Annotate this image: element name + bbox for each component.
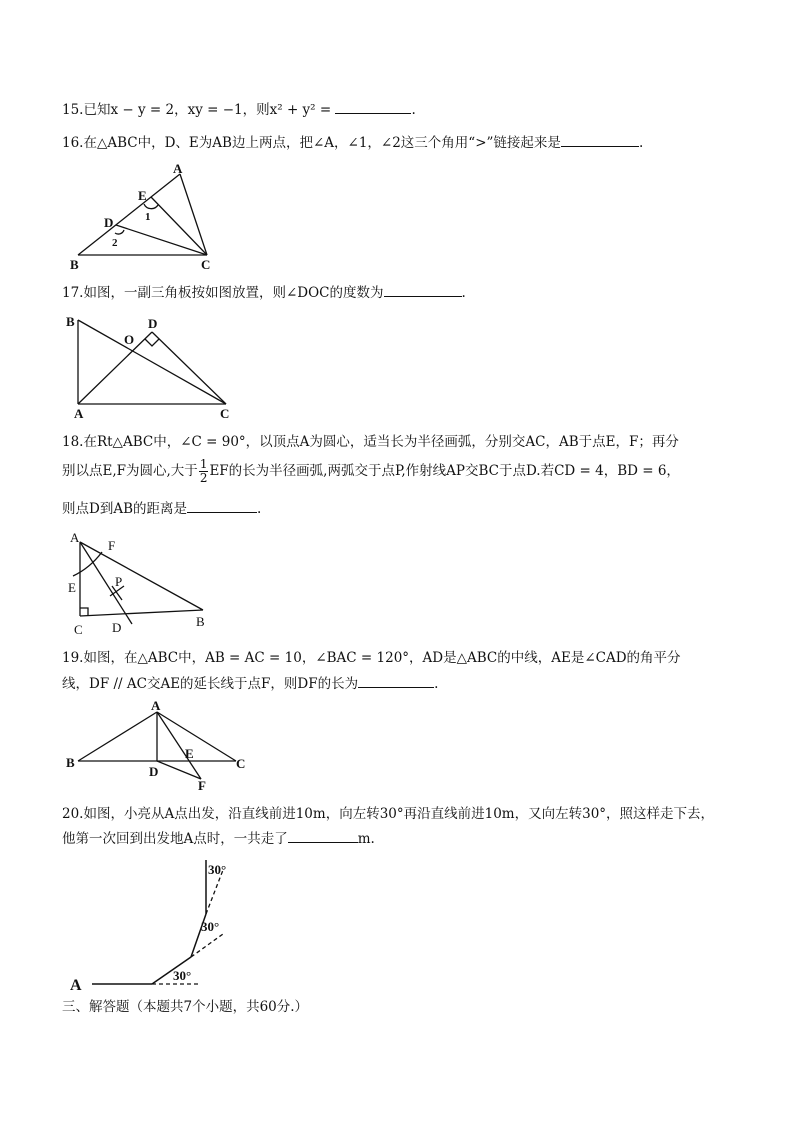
answer-blank [358, 674, 434, 688]
period: . [257, 501, 262, 517]
answer-blank [384, 283, 462, 297]
question-19-line-1 [62, 649, 681, 667]
label-1: 1 [145, 211, 151, 223]
figure-16 [60, 160, 220, 272]
question-18-text: 则点D到AB的距离是 [62, 501, 187, 517]
label-b: B [66, 755, 75, 770]
figure-17 [60, 310, 240, 422]
period: . [461, 285, 466, 301]
question-19-line-2 [62, 674, 438, 693]
right-angle-mark [80, 608, 88, 616]
label-c: C [201, 257, 211, 272]
label-c: C [74, 622, 83, 637]
label-d: D [148, 316, 158, 331]
label-a: A [173, 161, 183, 176]
segment-ab [80, 542, 203, 610]
label-b: B [66, 314, 75, 329]
label-o: O [124, 332, 135, 347]
label-f: F [108, 538, 116, 553]
question-16 [62, 133, 643, 152]
label-a: A [70, 530, 80, 545]
unit-meters: m. [357, 831, 375, 847]
segment-af [157, 712, 201, 779]
question-20-line-2 [62, 829, 375, 848]
question-18-line-3 [62, 499, 261, 518]
label-e: E [185, 746, 194, 761]
label-c: C [220, 406, 230, 421]
segment-ab [78, 712, 157, 761]
label-d: D [149, 764, 159, 779]
section-3-title: 三、解答题（本题共7个小题，共60分.） [62, 999, 309, 1015]
arc-ef [73, 552, 102, 576]
question-20-line-1 [62, 805, 714, 823]
segment-cb [80, 610, 203, 616]
label-c: C [236, 756, 246, 771]
question-18-text: 别以点E,F为圆心,大于 [62, 463, 198, 479]
label-e: E [138, 188, 147, 203]
segment-ac [180, 174, 207, 255]
angle-1-arc [144, 204, 158, 209]
angle-label-3: 30° [208, 862, 227, 877]
angle-label-2: 30° [201, 919, 220, 934]
question-18-text: 18.在Rt△ABC中，∠C = 90°，以顶点A为圆心，适当长为半径画弧，分别交AC，AB于点E，F；再分 [62, 434, 679, 450]
answer-blank [187, 499, 257, 513]
period: . [434, 676, 439, 692]
question-15-text: 15.已知x − y = 2，xy = −1，则x² + y² = [62, 102, 336, 118]
label-p: P [115, 574, 123, 589]
fraction-one-half [199, 458, 209, 485]
label-a: A [70, 977, 82, 994]
label-e: E [68, 580, 76, 595]
question-18-line-1 [62, 433, 679, 451]
label-a: A [151, 698, 161, 713]
label-d: D [112, 620, 122, 635]
label-f: F [198, 778, 206, 793]
question-19-text: 线，DF // AC交AE的延长线于点F，则DF的长为 [62, 676, 359, 692]
label-2: 2 [112, 237, 118, 249]
question-16-text: 16.在△ABC中，D、E为AB边上两点，把∠A，∠1，∠2这三个角用“>”链接起来是 [62, 135, 561, 151]
question-18-text: EF的长为半径画弧,两弧交于点P,作射线AP交BC于点D.若CD = 4，BD = 6， [209, 463, 680, 479]
fraction-numerator: 1 [199, 457, 208, 471]
answer-blank [335, 100, 411, 114]
question-15 [62, 100, 416, 119]
label-b: B [70, 257, 79, 272]
segment-ad [78, 332, 152, 404]
figure-20 [60, 852, 260, 994]
section-3-heading [62, 998, 308, 1016]
answer-blank [288, 829, 358, 843]
right-angle-mark [145, 339, 159, 346]
question-18-line-2 [62, 456, 680, 486]
period: . [411, 102, 416, 118]
question-19-text: 19.如图，在△ABC中，AB = AC = 10，∠BAC = 120°，AD是△ABC的中线，AE是∠CAD的角平分 [62, 650, 681, 666]
question-20-text: 他第一次回到出发地A点时，一共走了 [62, 831, 288, 847]
segment-ba [78, 174, 180, 255]
period: . [638, 135, 644, 151]
label-b: B [196, 614, 205, 629]
label-a: A [74, 406, 84, 421]
answer-blank [561, 133, 639, 147]
angle-2-arc [115, 230, 124, 234]
figure-19 [60, 698, 260, 796]
segment-ac [157, 712, 236, 761]
question-17-text: 17.如图，一副三角板按如图放置，则∠DOC的度数为 [62, 285, 384, 301]
question-20-text: 20.如图，小亮从A点出发，沿直线前进10m，向左转30°再沿直线前进10m，又向左转30°，照这样走下去， [62, 806, 715, 822]
label-d: D [104, 215, 114, 230]
angle-label-1: 30° [173, 968, 192, 983]
fraction-denominator: 2 [199, 471, 208, 485]
question-17 [62, 283, 466, 302]
figure-18 [60, 528, 220, 638]
